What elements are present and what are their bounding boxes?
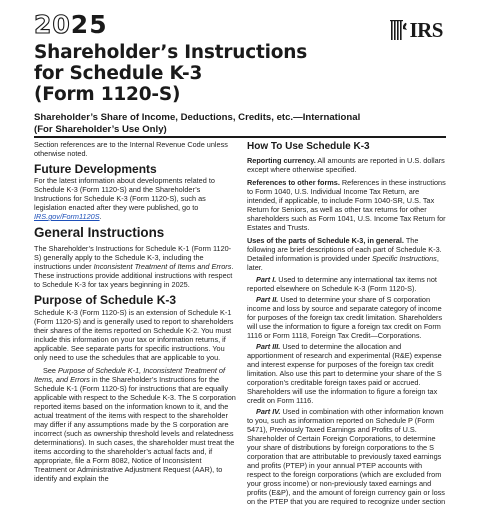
part-1-paragraph: Part I. Used to determine any international tax items not reported elsewhere on Schedule K-3 (Form 1120-S). — [247, 275, 437, 293]
irs-logo — [390, 18, 443, 42]
logo-text: IRS — [409, 17, 443, 42]
how-to-use-heading: How To Use Schedule K-3 — [247, 141, 370, 152]
purpose-heading: Purpose of Schedule K-3 — [34, 293, 177, 307]
irs-form-link[interactable]: IRS.gov/Form1120S — [34, 212, 100, 221]
left-column — [34, 140, 236, 485]
title-line: for Schedule K-3 — [34, 63, 203, 84]
purpose-paragraph: See Purpose of Schedule K-1, Inconsistent Treatment of Items, and Errors in the Shareholder’s Instructions for the Schedule K-1 (Form 1120-S) for instructions that are equally applicable with respect to the Schedule K-3. The S corporation reported items based on the information known to it, and the actual treatment of the items with respect to the shareholder may differ if any assumptions made by the S corporation are incorrect (such as ownership threshold levels and relatedness determinations). In such cases, the shareholder must treat the items according to the shareholder’s actual facts and, if appropriate, file a Form 8082, Notice of Inconsistent Treatment or Administrative Adjustment Request (AAR), to identify and explain the — [34, 366, 236, 483]
right-column — [247, 141, 447, 508]
form-year — [34, 12, 108, 37]
part-4-paragraph: Part IV. Used in combination with other information known to you, such as information reported on Schedule P (Form 5471), Previously Taxed Earnings and Profits of U.S. Shareholder of Certain Foreign Corporations, to determine your share of distributions by foreign corporations to the S corporation that are attributable to previously taxed earnings and profits (PTEP) in your annual PTEP accounts with respect to the foreign corporations (which are excluded from your gross income) or non-previously taxed earnings and profits (E&P), and the amount of foreign currency gain or loss on the PTEP that you are required to recognize under section — [247, 407, 446, 506]
part-2-paragraph: Part II. Used to determine your share of S corporation income and loss by source and separate category of income for purposes of the foreign tax credit limitation. Shareholders will use the information to figure a foreign tax credit on Form 1116 or Form 1118, Foreign Tax Credit—Corporations. — [247, 295, 443, 340]
header-divider — [34, 136, 446, 138]
purpose-paragraph: Schedule K-3 (Form 1120-S) is an extension of Schedule K-1 (Form 1120-S) and is generally used to report to shareholders their shares of the items reported on Schedule K-2. You must include this information on your tax or information returns, if applicable. See separate parts for specific instructions. You only need to use the schedules that are applicable to you. — [34, 308, 234, 362]
reporting-currency-paragraph: Reporting currency. All amounts are reported in U.S. dollars except where otherwise specified. — [247, 156, 445, 174]
part-3-paragraph: Part III. Used to determine the allocation and apportionment of research and experimental (R&E) expense and interest expense for purposes of the foreign tax credit limitation. Also use this part to determine your share of the S corporation’s creditable foreign taxes paid or accrued. Shareholders will use the information to figure a foreign tax credit on Form 1116. — [247, 342, 442, 405]
uses-paragraph: Uses of the parts of Schedule K-3, in general. The following are brief descriptions of each part of Schedule K-3. Detailed information is provided under Specific Instructions, later. — [247, 236, 442, 272]
subtitle-line: (For Shareholder’s Use Only) — [34, 123, 167, 135]
future-developments-heading: Future Developments — [34, 162, 157, 176]
general-instructions-text: The Shareholder’s Instructions for Schedule K-1 (Form 1120-S) generally apply to the Schedule K-3, including the instructions under Inconsistent Treatment of Items and Errors. These instructions provide additional instructions with respect to Schedule K-3 for tax years beginning in 2025. — [34, 244, 234, 289]
references-paragraph: References to other forms. References in these instructions to Form 1040, U.S. Individual Income Tax Return, are intended, if applicable, to include Form 1040-SR, U.S. Tax Return for Seniors, as well as other tax returns for other shareholders such as Form 1041, U.S. Income Tax Return for Estates and Trusts. — [247, 178, 446, 232]
section-references-note: Section references are to the Internal Revenue Code unless otherwise noted. — [34, 140, 228, 158]
title-line: (Form 1120-S) — [34, 84, 181, 105]
title-line: Shareholder’s Instructions — [34, 42, 308, 63]
year-outline: 20 — [34, 10, 71, 39]
document-subtitle — [34, 112, 360, 135]
future-developments-text: For the latest information about developments related to Schedule K-3 (Form 1120-S) and the Shareholder’s Instructions for Schedule K-3 (Form 1120-S), such as legislation enacted after they were published, go to IRS.gov/Form1120S. — [34, 176, 215, 221]
document-title — [34, 42, 307, 105]
year-solid: 25 — [70, 10, 108, 39]
subtitle-line: Shareholder’s Share of Income, Deductions, Credits, etc.—International — [34, 112, 361, 123]
general-instructions-heading: General Instructions — [34, 225, 165, 240]
eagle-icon — [390, 18, 408, 42]
